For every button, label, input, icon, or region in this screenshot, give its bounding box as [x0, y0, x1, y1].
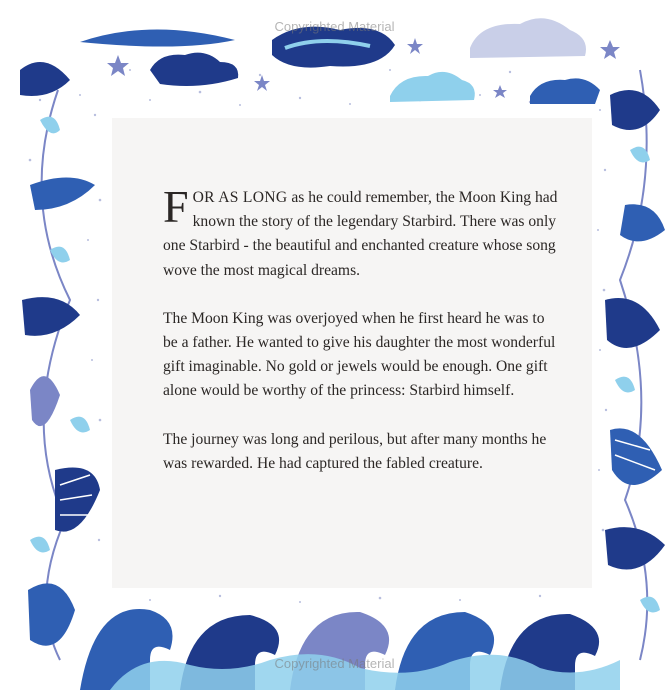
story-paragraph-1	[163, 181, 563, 283]
story-paragraph-2: The Moon King was overjoyed when he first heard he was to be a father. He wanted to give his daughter the most wonderful gift imaginable. No gold or jewels would be enough. One gift alone would be worthy of the princess: Starbird himself.	[163, 309, 556, 400]
watermark-bottom: Copyrighted Material	[274, 656, 395, 671]
right-foliage	[605, 70, 665, 660]
story-paragraph-3: The journey was long and perilous, but after many months he was rewarded. He had captured the fabled creature.	[163, 430, 547, 472]
paragraph-1-text: as he could remember, the Moon King had known the story of the legendary Starbird. There was only one Starbird - the beautiful and enchanted creature whose song wove the most magical dreams.	[163, 189, 558, 279]
drop-cap: F	[163, 181, 189, 232]
left-foliage	[20, 62, 100, 660]
bottom-waves	[80, 609, 620, 690]
watermark-top: Copyrighted Material	[274, 19, 395, 34]
opening-caps: OR AS LONG	[192, 189, 288, 206]
story-text	[163, 181, 563, 500]
